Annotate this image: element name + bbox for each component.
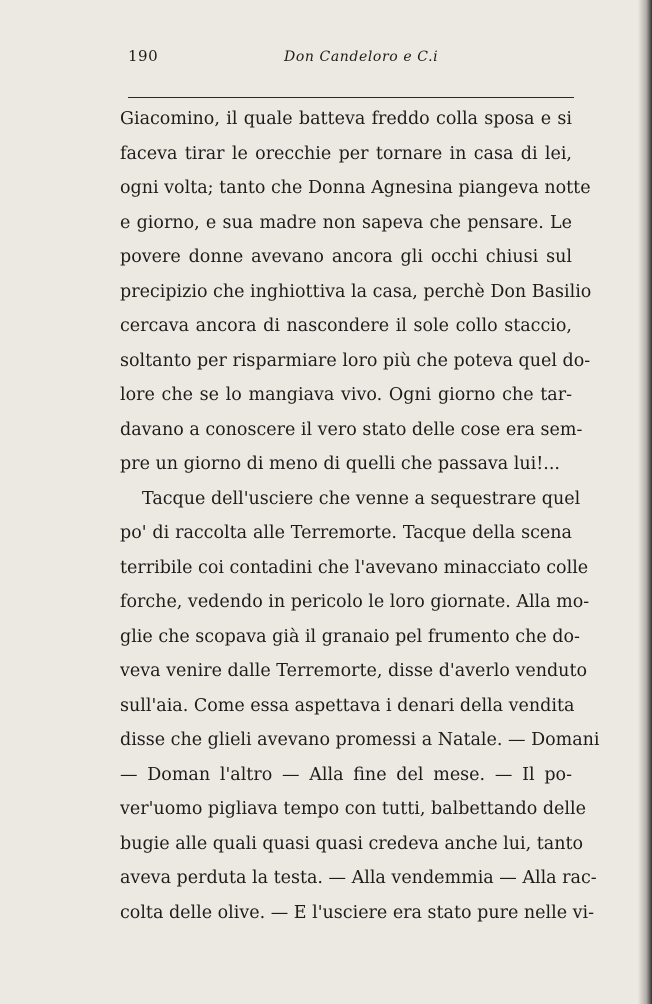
text-line: colta delle olive. — E l'usciere era stato pure nelle vi- <box>120 902 595 923</box>
text-line: ogni volta; tanto che Donna Agnesina piangeva notte <box>120 178 591 198</box>
text-line: faceva tirar le orecchie per tornare in casa di lei, <box>120 143 572 164</box>
text-line: aveva perduta la testa. — Alla vendemmia — Alla rac- <box>120 868 597 888</box>
text-line: cercava ancora di nascondere il sole collo staccio, <box>120 316 572 336</box>
text-line: e giorno, e sua madre non sapeva che pensare. Le <box>120 212 572 233</box>
text-line: disse che glieli avevano promessi a Natale. — Domani <box>120 730 600 750</box>
text-line: veva venire dalle Terremorte, disse d'averlo venduto <box>120 661 588 681</box>
text-line: Giacomino, il quale batteva freddo colla sposa e si <box>120 109 572 129</box>
text-line: soltanto per risparmiare loro più che poteva quel do- <box>120 350 591 371</box>
text-line: povere donne avevano ancora gli occhi chiusi sul <box>120 247 572 267</box>
page-number: 190 <box>128 47 159 65</box>
text-line: glie che scopava già il granaio pel frumento che do- <box>120 626 580 647</box>
page-header <box>128 47 588 71</box>
text-line: — Doman l'altro — Alla fine del mese. — Il po- <box>120 764 572 785</box>
text-line: pre un giorno di meno di quelli che passava lui!... <box>120 454 560 474</box>
text-line: davano a conoscere il vero stato delle cose era sem- <box>120 419 583 440</box>
text-line: precipizio che inghiottiva la casa, perchè Don Basilio <box>120 281 592 302</box>
text-line: sull'aia. Come essa aspettava i denari della vendita <box>120 695 575 716</box>
text-line: Tacque dell'usciere che venne a sequestrare quel <box>142 488 581 509</box>
header-rule <box>128 97 574 98</box>
page-edge-shadow <box>638 0 652 1004</box>
text-line: ver'uomo pigliava tempo con tutti, balbettando delle <box>120 799 586 819</box>
running-title: Don Candeloro e C.i <box>284 49 439 65</box>
text-line: bugie alle quali quasi quasi credeva anche lui, tanto <box>120 833 584 854</box>
body-text <box>120 102 600 930</box>
text-line: terribile coi contadini che l'avevano minacciato colle <box>120 557 589 578</box>
text-line: po' di raccolta alle Terremorte. Tacque della scena <box>120 523 572 543</box>
text-line: forche, vedendo in pericolo le loro giornate. Alla mo- <box>120 592 590 612</box>
text-line: lore che se lo mangiava vivo. Ogni giorno che tar- <box>120 385 572 405</box>
